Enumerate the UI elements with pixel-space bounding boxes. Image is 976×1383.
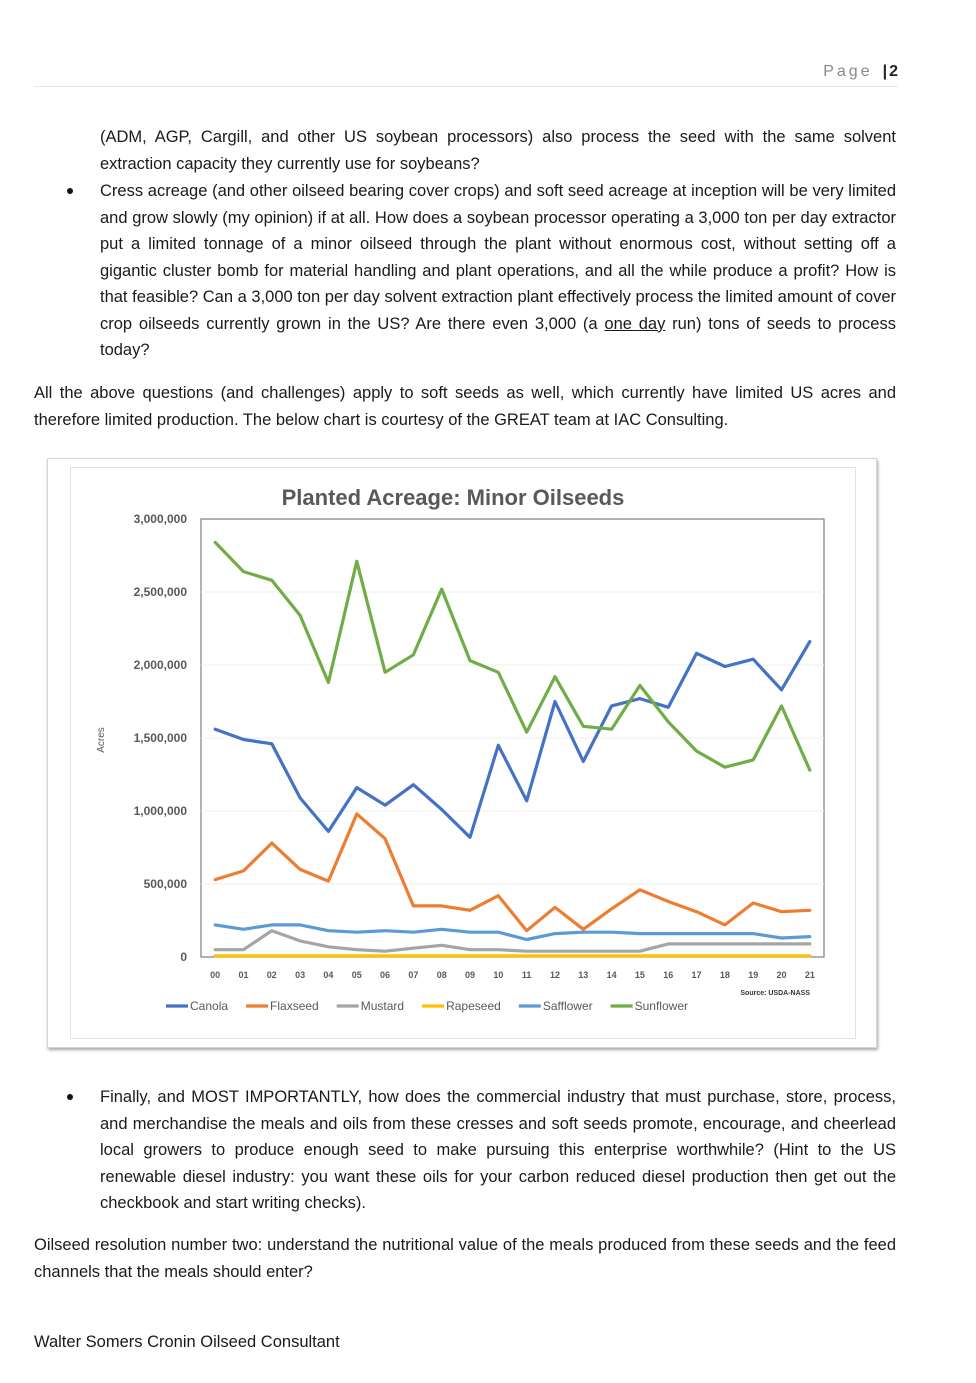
resolution-paragraph: Oilseed resolution number two: understand the nutritional value of the meals produced from these seeds and the feed channels that the meals should enter?	[34, 1236, 896, 1281]
x-tick-label: 09	[465, 970, 476, 980]
x-tick-label: 21	[804, 970, 815, 980]
paragraph-chart-intro: All the above questions (and challenges) apply to soft seeds as well, which currently have limited US acres and therefore limited production. The below chart is courtesy of the GREAT team at IAC Consulting.	[34, 384, 896, 429]
x-tick-label: 13	[578, 970, 589, 980]
bullet-list-1	[0, 178, 976, 364]
x-tick-label: 19	[748, 970, 759, 980]
x-tick-label: 16	[663, 970, 674, 980]
y-tick-label: 1,000,000	[133, 804, 187, 818]
x-tick-label: 14	[606, 970, 617, 980]
bullet-text: Finally, and MOST IMPORTANTLY, how does the commercial industry that must purchase, store, process, and merchandise the meals and oils from these cresses and soft seeds promote, encourage, and cheerlead local growers to produce enough seed to make pursuing this enterprise worthwhile? (Hint to the US renewable diesel industry: you want these oils for your carbon reduced diesel production then get out the checkbook and start writing checks).	[100, 1088, 896, 1212]
x-tick-label: 02	[266, 970, 277, 980]
series-line-canola	[215, 642, 810, 838]
x-tick-label: 18	[719, 970, 730, 980]
x-tick-label: 03	[295, 970, 306, 980]
x-tick-label: 01	[238, 970, 249, 980]
y-tick-label: 2,000,000	[133, 658, 187, 672]
x-tick-label: 08	[436, 970, 447, 980]
y-axis-label: Acres	[96, 727, 107, 753]
y-tick-label: 2,500,000	[133, 585, 187, 599]
legend-label-flaxseed: Flaxseed	[270, 999, 319, 1013]
underlined-text: one day	[604, 314, 666, 333]
y-tick-label: 3,000,000	[133, 512, 187, 526]
x-tick-label: 12	[549, 970, 560, 980]
legend-label-sunflower: Sunflower	[634, 999, 688, 1013]
bullet-text	[100, 178, 896, 364]
footer-author: Walter Somers Cronin Oilseed Consultant	[34, 1333, 340, 1351]
bullet-icon	[67, 1094, 73, 1100]
y-tick-label: 1,500,000	[133, 731, 187, 745]
legend-label-rapeseed: Rapeseed	[446, 999, 501, 1013]
x-tick-label: 20	[776, 970, 787, 980]
legend-label-safflower: Safflower	[542, 999, 593, 1013]
chart-title: Planted Acreage: Minor Oilseeds	[281, 485, 625, 510]
chart-series	[215, 542, 810, 955]
chart-gridlines	[201, 519, 824, 957]
bullet-icon	[67, 188, 73, 194]
page-label: Page	[823, 63, 873, 80]
y-tick-label: 0	[180, 950, 187, 964]
x-tick-label: 10	[493, 970, 504, 980]
chart-frame	[47, 458, 877, 1048]
bullet-text-end: run) tons of seeds to process today?	[100, 314, 896, 359]
page-number: 2	[889, 63, 898, 80]
chart-source: Source: USDA-NASS	[740, 990, 810, 997]
y-tick-label: 500,000	[143, 877, 187, 891]
x-tick-label: 05	[351, 970, 362, 980]
x-tick-label: 11	[521, 970, 532, 980]
bullet-text-start: Cress acreage (and other oilseed bearing cover crops) and soft seed acreage at inception will be very limited and grow slowly (my opinion) if at all. How does a soybean processor operating a 3,000 ton per day extractor put a limited tonnage of a minor oilseed through the plant without enormous cost, without setting off a gigantic cluster bomb for material handling and plant operations, and all the while produce a profit? How is that feasible? Can a 3,000 ton per day solvent extraction plant effectively process the limited amount of cover crop oilseeds currently grown in the US? Are there even 3,000 (a	[100, 182, 896, 333]
series-line-flaxseed	[215, 814, 810, 931]
x-tick-label: 06	[380, 970, 391, 980]
bullet-list-2	[0, 1084, 976, 1217]
page-separator: |	[882, 63, 888, 80]
series-line-safflower	[215, 925, 810, 940]
x-tick-label: 07	[408, 970, 419, 980]
x-tick-label: 17	[691, 970, 702, 980]
x-tick-label: 04	[323, 970, 334, 980]
page-header	[34, 58, 898, 87]
series-line-sunflower	[215, 542, 810, 770]
bullet-item	[0, 178, 976, 364]
planted-acreage-chart	[48, 459, 876, 1047]
chart-legend	[166, 999, 688, 1013]
x-tick-label: 00	[210, 970, 221, 980]
legend-label-mustard: Mustard	[360, 999, 405, 1013]
legend-label-canola: Canola	[190, 999, 229, 1013]
continuation-text: (ADM, AGP, Cargill, and other US soybean processors) also process the seed with the same solvent extraction capacity they currently use for soybeans?	[100, 128, 896, 173]
bullet-item	[0, 1084, 976, 1217]
x-tick-label: 15	[634, 970, 645, 980]
